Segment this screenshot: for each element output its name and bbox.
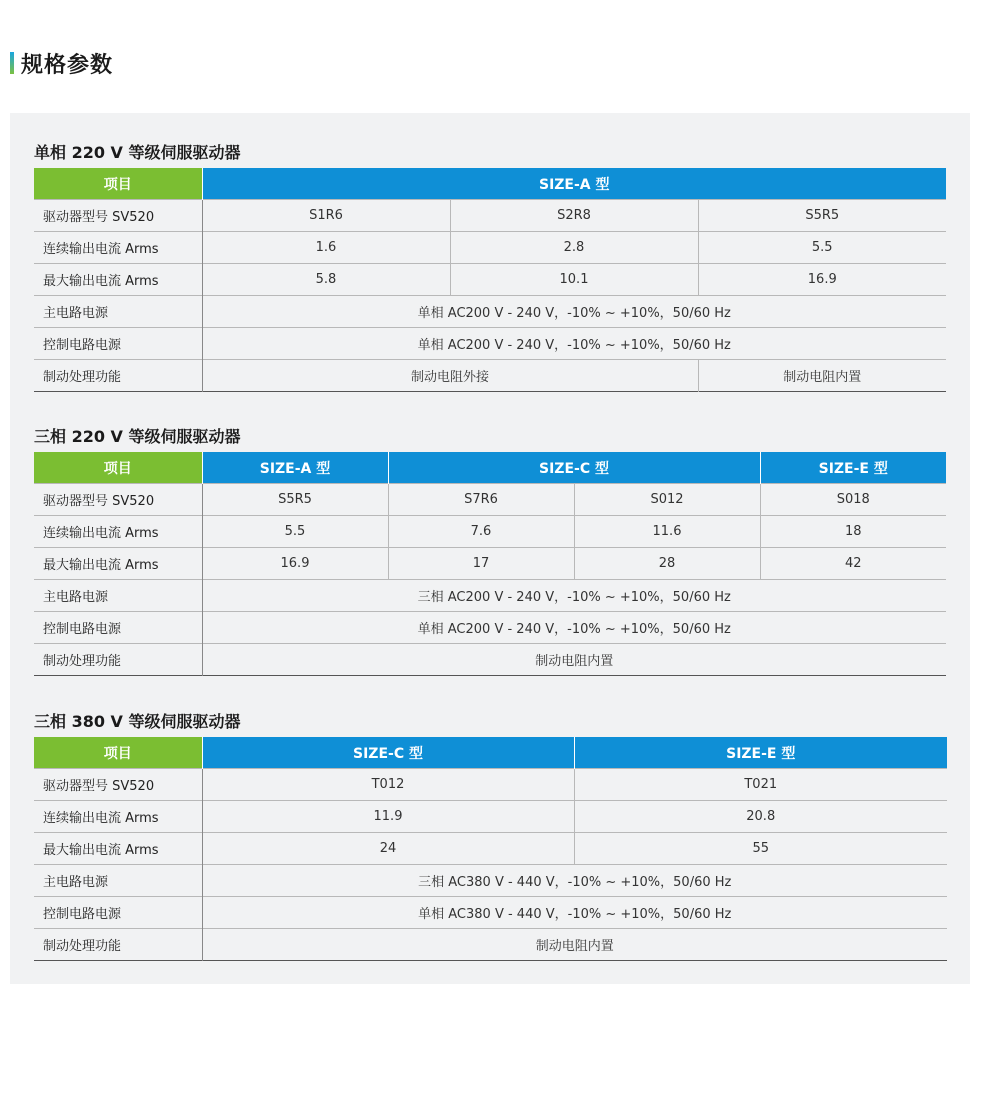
cell-value: 24 bbox=[202, 833, 574, 865]
spec-table-three-220v bbox=[34, 452, 946, 676]
cell-value: 10.1 bbox=[450, 264, 698, 296]
row-label: 驱动器型号 SV520 bbox=[34, 200, 202, 232]
cell-value: 单相 AC200 V - 240 V，-10% ~ +10%，50/60 Hz bbox=[202, 612, 946, 644]
row-label: 主电路电源 bbox=[34, 865, 202, 897]
cell-value: S5R5 bbox=[202, 484, 388, 516]
spec-table-single-220v bbox=[34, 168, 946, 392]
cell-value: S5R5 bbox=[698, 200, 946, 232]
size-header: SIZE-E 型 bbox=[574, 737, 947, 769]
cell-value: 5.5 bbox=[698, 232, 946, 264]
row-label: 连续输出电流 Arms bbox=[34, 516, 202, 548]
table-row bbox=[34, 612, 946, 644]
cell-value: T021 bbox=[574, 769, 947, 801]
row-label: 最大输出电流 Arms bbox=[34, 264, 202, 296]
table-row bbox=[34, 200, 946, 232]
cell-value: 5.5 bbox=[202, 516, 388, 548]
size-header: SIZE-A 型 bbox=[202, 452, 388, 484]
table-row bbox=[34, 232, 946, 264]
table-row bbox=[34, 897, 947, 929]
cell-value: 17 bbox=[388, 548, 574, 580]
cell-value: 制动电阻内置 bbox=[698, 360, 946, 392]
size-header: SIZE-A 型 bbox=[202, 168, 946, 200]
cell-value: S7R6 bbox=[388, 484, 574, 516]
cell-value: 18 bbox=[760, 516, 946, 548]
cell-value: 三相 AC200 V - 240 V，-10% ~ +10%，50/60 Hz bbox=[202, 580, 946, 612]
spec-table-three-380v bbox=[34, 737, 947, 961]
table-row bbox=[34, 929, 947, 961]
cell-value: 11.9 bbox=[202, 801, 574, 833]
row-label: 控制电路电源 bbox=[34, 612, 202, 644]
row-label: 连续输出电流 Arms bbox=[34, 801, 202, 833]
cell-value: 制动电阻内置 bbox=[202, 929, 947, 961]
row-label: 驱动器型号 SV520 bbox=[34, 484, 202, 516]
row-label: 驱动器型号 SV520 bbox=[34, 769, 202, 801]
item-header: 项目 bbox=[34, 452, 202, 484]
cell-value: 单相 AC200 V - 240 V，-10% ~ +10%，50/60 Hz bbox=[202, 296, 946, 328]
cell-value: 7.6 bbox=[388, 516, 574, 548]
item-header: 项目 bbox=[34, 737, 202, 769]
table-row bbox=[34, 801, 947, 833]
cell-value: 三相 AC380 V - 440 V，-10% ~ +10%，50/60 Hz bbox=[202, 865, 947, 897]
table-row bbox=[34, 328, 946, 360]
table-row bbox=[34, 484, 946, 516]
item-header: 项目 bbox=[34, 168, 202, 200]
row-label: 制动处理功能 bbox=[34, 360, 202, 392]
table-header-row bbox=[34, 452, 946, 484]
row-label: 连续输出电流 Arms bbox=[34, 232, 202, 264]
cell-value: S018 bbox=[760, 484, 946, 516]
cell-value: 55 bbox=[574, 833, 947, 865]
cell-value: 制动电阻内置 bbox=[202, 644, 946, 676]
cell-value: 28 bbox=[574, 548, 760, 580]
cell-value: S012 bbox=[574, 484, 760, 516]
row-label: 制动处理功能 bbox=[34, 929, 202, 961]
row-label: 主电路电源 bbox=[34, 580, 202, 612]
page-title-text: 规格参数 bbox=[21, 52, 114, 78]
row-label: 最大输出电流 Arms bbox=[34, 833, 202, 865]
cell-value: 42 bbox=[760, 548, 946, 580]
size-header: SIZE-C 型 bbox=[388, 452, 760, 484]
table-row bbox=[34, 264, 946, 296]
table-row bbox=[34, 580, 946, 612]
cell-value: 5.8 bbox=[202, 264, 450, 296]
table-row bbox=[34, 833, 947, 865]
row-label: 制动处理功能 bbox=[34, 644, 202, 676]
table-header-row bbox=[34, 168, 946, 200]
cell-value: 20.8 bbox=[574, 801, 947, 833]
section-title-three-380v: 三相 380 V 等级伺服驱动器 bbox=[34, 712, 241, 731]
cell-value: 1.6 bbox=[202, 232, 450, 264]
cell-value: T012 bbox=[202, 769, 574, 801]
table-row bbox=[34, 548, 946, 580]
cell-value: 16.9 bbox=[698, 264, 946, 296]
cell-value: 2.8 bbox=[450, 232, 698, 264]
row-label: 主电路电源 bbox=[34, 296, 202, 328]
table-row bbox=[34, 769, 947, 801]
cell-value: 单相 AC380 V - 440 V，-10% ~ +10%，50/60 Hz bbox=[202, 897, 947, 929]
table-row bbox=[34, 516, 946, 548]
table-row bbox=[34, 865, 947, 897]
title-accent-bar bbox=[10, 52, 14, 74]
cell-value: 11.6 bbox=[574, 516, 760, 548]
cell-value: S2R8 bbox=[450, 200, 698, 232]
size-header: SIZE-E 型 bbox=[760, 452, 946, 484]
row-label: 控制电路电源 bbox=[34, 328, 202, 360]
table-row bbox=[34, 360, 946, 392]
table-row bbox=[34, 296, 946, 328]
cell-value: 单相 AC200 V - 240 V，-10% ~ +10%，50/60 Hz bbox=[202, 328, 946, 360]
cell-value: 16.9 bbox=[202, 548, 388, 580]
page-title bbox=[10, 48, 113, 78]
row-label: 最大输出电流 Arms bbox=[34, 548, 202, 580]
table-row bbox=[34, 644, 946, 676]
size-header: SIZE-C 型 bbox=[202, 737, 574, 769]
cell-value: S1R6 bbox=[202, 200, 450, 232]
table-header-row bbox=[34, 737, 947, 769]
section-title-single-220v: 单相 220 V 等级伺服驱动器 bbox=[34, 143, 241, 162]
section-title-three-220v: 三相 220 V 等级伺服驱动器 bbox=[34, 427, 241, 446]
cell-value: 制动电阻外接 bbox=[202, 360, 698, 392]
row-label: 控制电路电源 bbox=[34, 897, 202, 929]
